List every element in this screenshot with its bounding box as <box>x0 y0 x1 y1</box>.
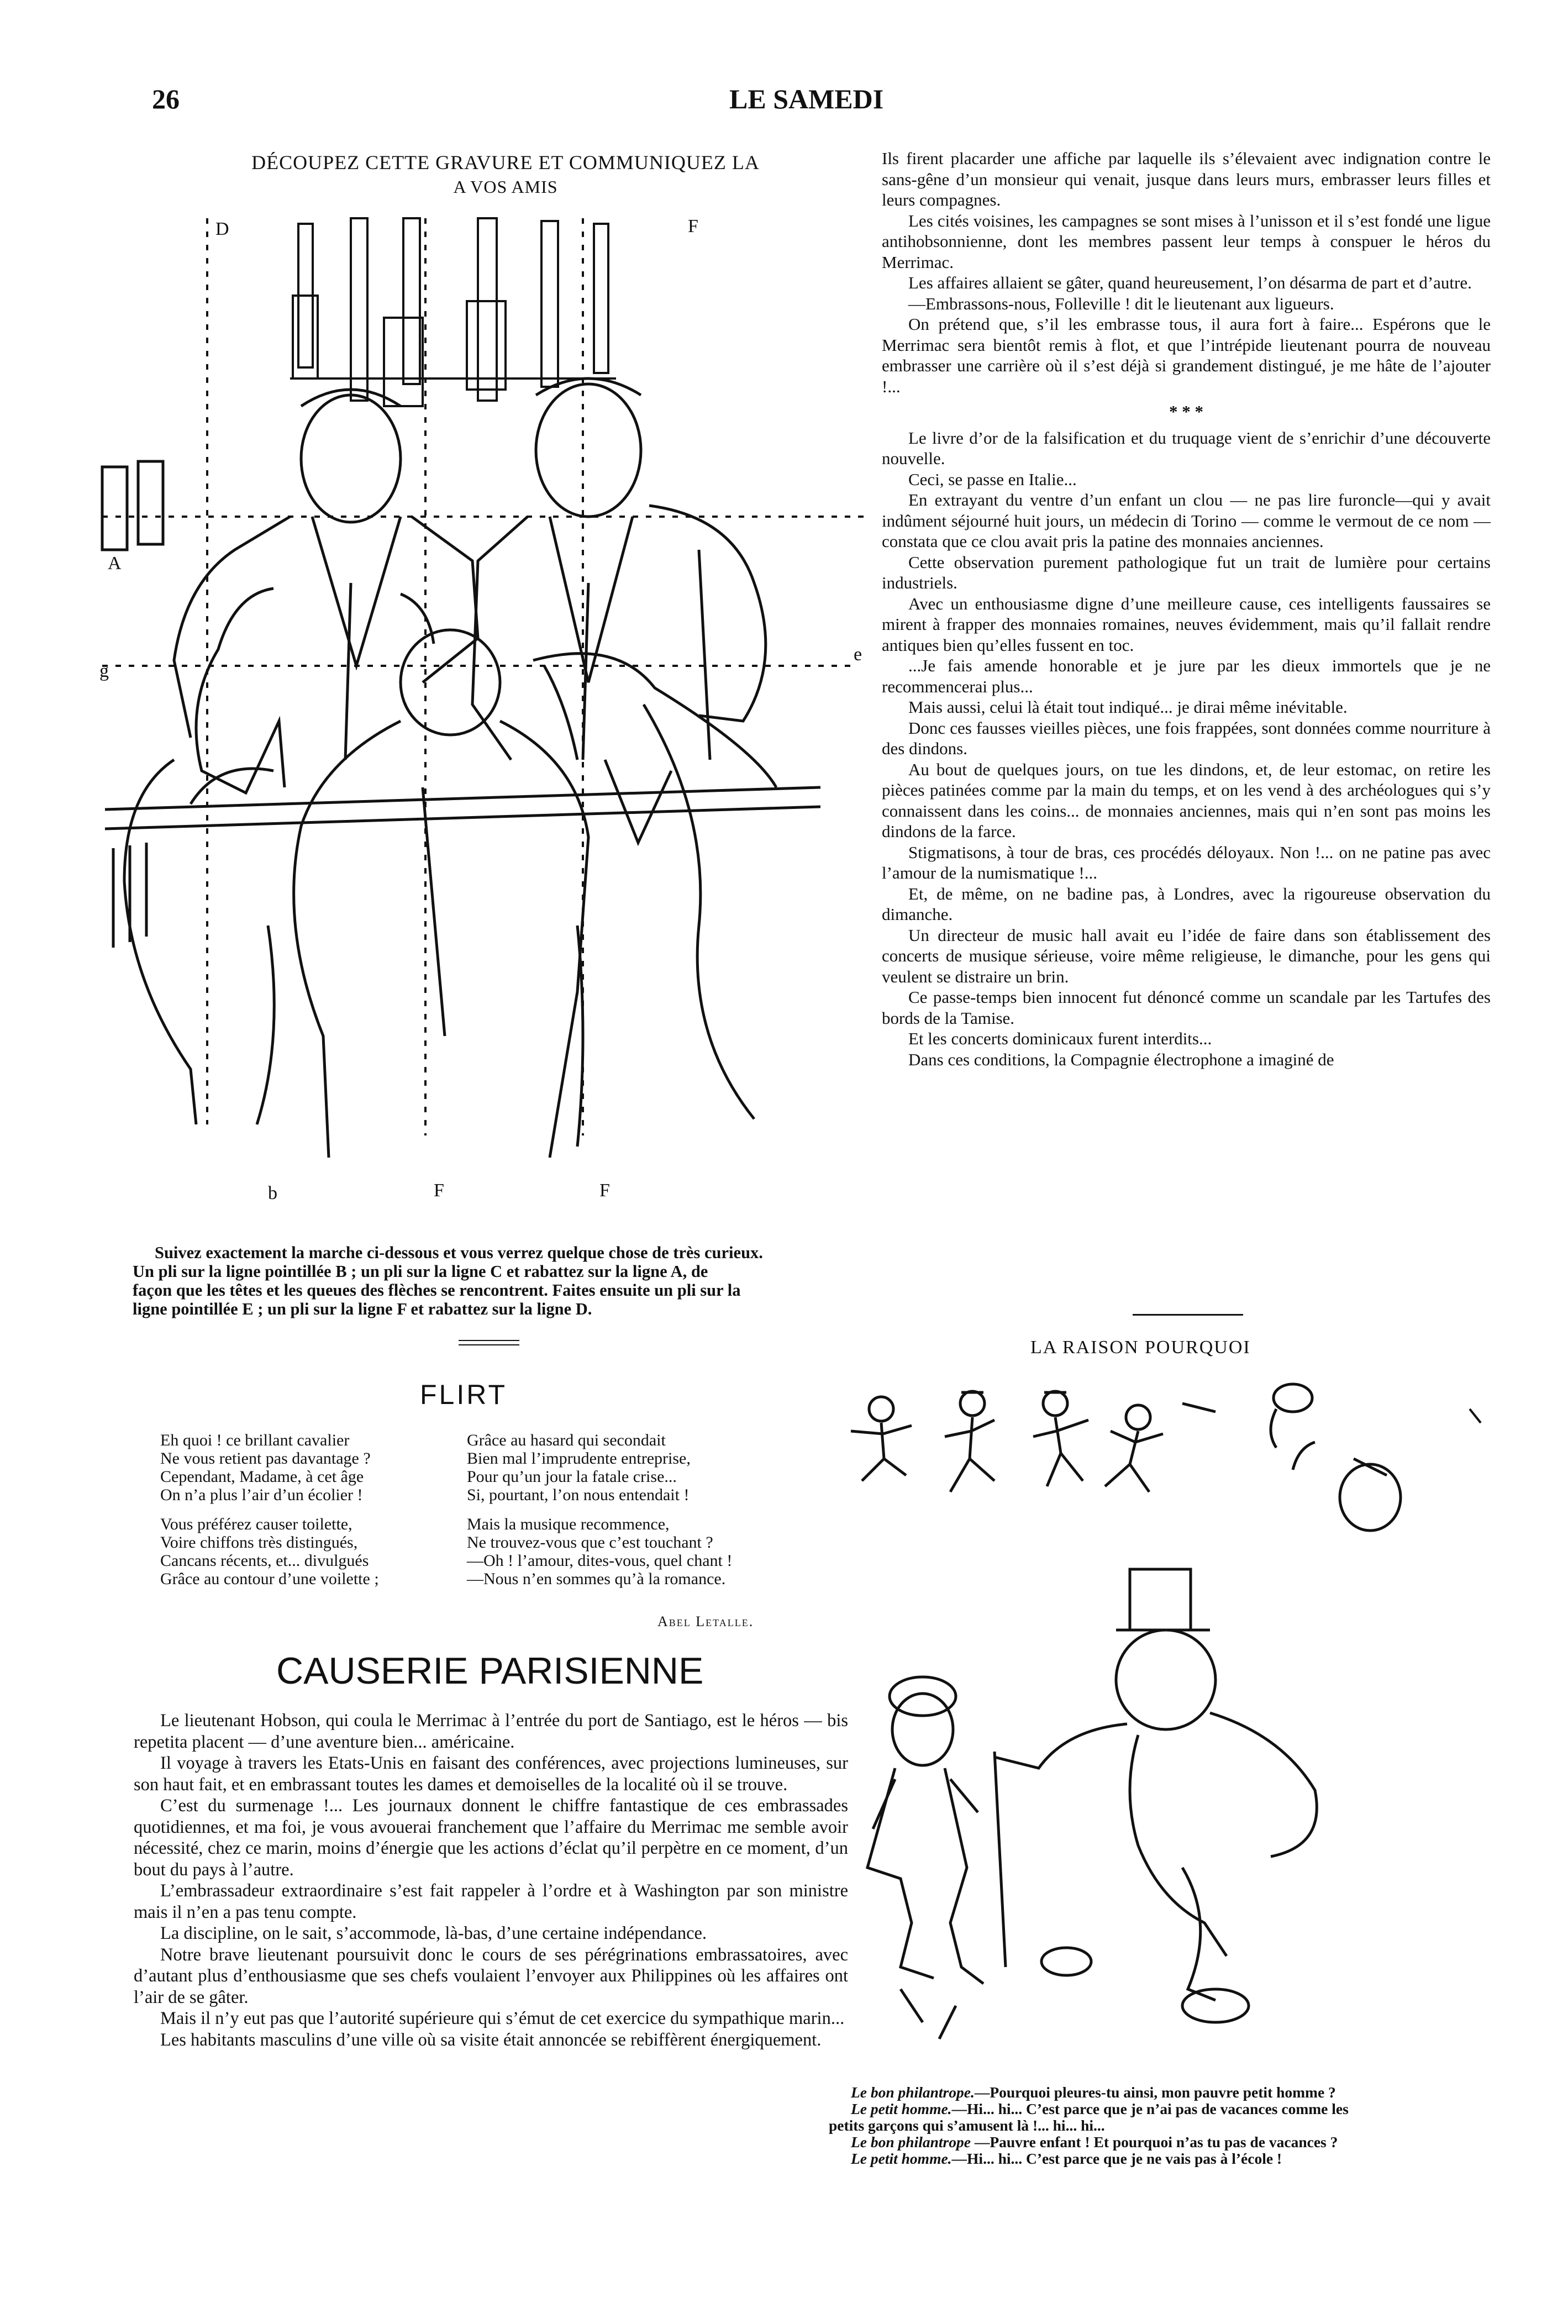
flirt-poem-col1 <box>160 1431 425 1588</box>
article-paragraph: —Embrassons-nous, Folleville ! dit le lieutenant aux ligueurs. <box>908 293 1334 313</box>
article-paragraph: ...Je fais amende honorable et je jure par les dieux immortels que je ne recommencerai plus... <box>882 656 1491 696</box>
page-number: 26 <box>152 83 180 114</box>
poem-line: Pour qu’un jour la fatale crise... <box>467 1468 677 1486</box>
dialogue-line: Le bon philantrope —Pauvre enfant ! Et pourquoi n’as tu pas de vacances ? <box>851 2133 1338 2151</box>
poem-line: Cancans récents, et... divulgués <box>160 1552 369 1570</box>
caption-line: Suivez exactement la marche ci-dessous et vous verrez quelque chose de très curieux. <box>155 1243 763 1262</box>
caption-line: façon que les têtes et les queues des flèches se rencontrent. Faites ensuite un pli sur la <box>133 1281 741 1300</box>
article-paragraph: Avec un enthousiasme digne d’une meilleure cause, ces intelligents faussaires se mirent à frapper des monnaies romaines, neuves évidemment, mais qu’il fallait rendre antiques bien qu’elles fussent en toc. <box>882 593 1491 655</box>
article-paragraph: Donc ces fausses vieilles pièces, une fois frappées, sont données comme nourriture à des dindons. <box>882 718 1491 758</box>
poem-line: Grâce au hasard qui secondait <box>467 1431 666 1449</box>
engraving-caption <box>133 1243 851 1318</box>
causerie-paragraph: Notre brave lieutenant poursuivit donc le cours de ses pérégrinations embrassatoires, avec d’autant plus d’enthousiasme que ses chefs voulaient l’envoyer aux Philippines où les affaires ont l’air de se gâter. <box>134 1944 848 2007</box>
article-paragraph: Mais aussi, celui là était tout indiqué... je dirai même inévitable. <box>908 697 1348 717</box>
speaker: Le bon philantrope <box>851 2133 971 2151</box>
dialogue-line: Le petit homme.—Hi... hi... C’est parce que je n’ai pas de vacances comme les <box>851 2100 1349 2117</box>
poem-line: Grâce au contour d’une voilette ; <box>160 1570 379 1588</box>
article-paragraph: Cette observation purement pathologique fut un trait de lumière pour certains industriels. <box>882 552 1491 592</box>
article-paragraph: En extrayant du ventre d’un enfant un clou — ne pas lire furoncle—qui y avait indûment séjourné huit jours, un médecin di Torino — comme le vermout de ce nom — constata que ce clou avait pris la patine des monnaies anciennes. <box>882 490 1491 551</box>
article-paragraph: Ils firent placarder une affiche par laquelle ils s’élevaient avec indignation contre le sans-gêne d’un monsieur qui venait, jusque dans leurs murs, embrasser leurs filles et leurs compagnes. <box>882 149 1491 209</box>
causerie-paragraph: Le lieutenant Hobson, qui coula le Merrimac à l’entrée du port de Santiago, est le héros — bis repetita placent — d’une aventure bien... américaine. <box>134 1711 848 1752</box>
poem-line: On n’a plus l’air d’un écolier ! <box>160 1486 363 1504</box>
poem-line: Eh quoi ! ce brillant cavalier <box>160 1431 350 1449</box>
dialogue-line: Le bon philantrope.—Pourquoi pleures-tu ainsi, mon pauvre petit homme ? <box>851 2084 1336 2101</box>
fold-label-b: b <box>268 1183 277 1203</box>
article-paragraph: Stigmatisons, à tour de bras, ces procédés déloyaux. Non !... on ne patine pas avec l’amour de la numismatique !... <box>882 842 1491 882</box>
right-column-text <box>882 148 1491 1070</box>
poem-line: Bien mal l’imprudente entreprise, <box>467 1449 691 1468</box>
causerie-paragraph: Il voyage à travers les Etats-Unis en faisant des conférences, avec projections lumineuses, sur son haut fait, et en embrassant toutes les dames et demoiselles de la localité où il se trouve. <box>134 1753 848 1795</box>
poem-line: Mais la musique recommence, <box>467 1515 670 1533</box>
priest-right <box>472 378 766 760</box>
flirt-poem-col2 <box>467 1431 787 1588</box>
causerie-title: CAUSERIE PARISIENNE <box>276 1650 704 1692</box>
cartoon-title: LA RAISON POURQUOI <box>1030 1337 1251 1358</box>
article-paragraph: Un directeur de music hall avait eu l’idée de faire dans son établissement des concerts de musique sérieuse, voire même religieuse, le dimanche, pour les gens qui veulent se distraire un brin. <box>882 925 1491 986</box>
journal-title: LE SAMEDI <box>729 83 884 114</box>
engraving-title-line2: A VOS AMIS <box>453 177 558 197</box>
poem-line: Cependant, Madame, à cet âge <box>160 1468 364 1486</box>
article-paragraph: Les cités voisines, les campagnes se sont mises à l’unisson et il s’est fondé une ligue antihobsonnienne, dont les membres passent leur temps à conspuer le héros du Merrimac. <box>882 211 1491 272</box>
philanthropist-figure <box>995 1569 1317 2022</box>
causerie-paragraph: Les habitants masculins d’une ville où sa visite était annoncée se rebiffèrent énergiquement. <box>160 2029 822 2050</box>
article-paragraph: Et les concerts dominicaux furent interdits... <box>908 1029 1212 1048</box>
fold-label-f: F <box>688 216 698 236</box>
dialogue-line: Le petit homme.—Hi... hi... C’est parce que je ne vais pas à l’école ! <box>851 2150 1282 2167</box>
fold-label-a: A <box>108 553 122 574</box>
section-rule <box>1133 1314 1243 1316</box>
poem-line: Ne trouvez-vous que c’est touchant ? <box>467 1533 713 1552</box>
article-paragraph: On prétend que, s’il les embrasse tous, il aura fort à faire... Espérons que le Merrimac sera bientôt remis à flot, et que l’intrépide lieutenant pourra de nouveau embrasser une carrière où il s’est déjà si grandement distingué, je me hâte de l’ajouter !... <box>882 314 1491 396</box>
cartoon-dialogue <box>829 2084 1525 2167</box>
engraving-illustration <box>91 207 865 1232</box>
flirt-author: Abel Letalle. <box>657 1613 754 1629</box>
altar-candles <box>290 218 616 406</box>
poem-line: —Oh ! l’amour, dites-vous, quel chant ! <box>467 1552 733 1570</box>
article-paragraph: Ce passe-temps bien innocent fut dénoncé comme un scandale par les Tartufes des bords de la Tamise. <box>882 987 1491 1028</box>
causerie-paragraph: C’est du surmenage !... Les journaux donnent le chiffre fantastique de ces embrassades quotidiennes, et ma foi, je vous avouerai franchement que l’affaire du Merrimac me semble avoir nécessité, chez ce marin, moins d’énergie que les actions d’éclat qu’il perpètre en ce moment, d’un bout du pays à l’autre. <box>134 1796 848 1880</box>
speaker: Le bon philantrope. <box>851 2084 975 2101</box>
causerie-paragraph: Mais il n’y eut pas que l’autorité supérieure qui s’émut de cet exercice du sympathique marin... <box>160 2008 845 2028</box>
groom-figure <box>294 630 588 1158</box>
fold-lines <box>102 218 865 1135</box>
engraving-title <box>166 150 845 199</box>
causerie-paragraph: L’embrassadeur extraordinaire s’est fait rappeler à l’ordre et à Washington par son ministre mais il n’en a pas tenu compte. <box>134 1881 848 1922</box>
causerie-paragraph: La discipline, on le sait, s’accommode, là-bas, d’une certaine indépendance. <box>160 1923 707 1943</box>
fold-label-f3: F <box>599 1180 610 1201</box>
figure-left-foreground <box>124 760 274 1124</box>
ornament-divider <box>459 1340 519 1345</box>
playing-boys <box>851 1384 1401 1531</box>
section-stars: * * * <box>1169 402 1203 421</box>
causerie-text <box>134 1710 848 2050</box>
article-paragraph: Le livre d’or de la falsification et du truquage vient de s’enrichir d’une découverte nouvelle. <box>882 428 1491 468</box>
caption-line: Un pli sur la ligne pointillée B ; un pli sur la ligne C et rabattez sur la ligne A, de <box>133 1262 708 1281</box>
poem-line: Voire chiffons très distingués, <box>160 1533 358 1552</box>
engraving-title-line1: DÉCOUPEZ CETTE GRAVURE ET COMMUNIQUEZ LA <box>251 151 760 173</box>
caption-line: ligne pointillée E ; un pli sur la ligne F et rabattez sur la ligne D. <box>133 1300 592 1318</box>
article-paragraph: Et, de même, on ne badine pas, à Londres, avec la rigoureuse observation du dimanche. <box>882 884 1491 924</box>
fold-label-f2: F <box>434 1180 444 1201</box>
cartoon-illustration <box>829 1370 1536 2078</box>
article-paragraph: Les affaires allaient se gâter, quand heureusement, l’on désarma de part et d’autre. <box>908 273 1472 292</box>
poem-line: Vous préférez causer toilette, <box>160 1515 352 1533</box>
fold-label-g: g <box>99 661 109 681</box>
bride-figure <box>533 654 776 1147</box>
article-paragraph: Dans ces conditions, la Compagnie électrophone a imaginé de <box>908 1049 1334 1069</box>
altar-rail <box>105 787 820 948</box>
poem-line: —Nous n’en sommes qu’à la romance. <box>467 1570 726 1588</box>
crying-boy <box>867 1677 983 2039</box>
speaker: Le petit homme. <box>851 2100 952 2117</box>
poem-line: Si, pourtant, l’on nous entendait ! <box>467 1486 690 1504</box>
fold-label-e: e <box>854 644 862 665</box>
flirt-title: FLIRT <box>420 1379 507 1410</box>
article-paragraph: Ceci, se passe en Italie... <box>908 469 1077 489</box>
fold-label-d: D <box>215 219 229 239</box>
dialogue-line: petits garçons qui s’amusent là !... hi... hi... <box>829 2117 1105 2134</box>
speaker: Le petit homme. <box>851 2150 952 2167</box>
poem-line: Ne vous retient pas davantage ? <box>160 1449 371 1468</box>
article-paragraph: Au bout de quelques jours, on tue les dindons, et, de leur estomac, on retire les pièces patinées comme par la main du temps, et on les vend à des archéologues qui s’y connaissent dans les coins... de monnaies anciennes, mais qui n’en sont pas moins les dindons de la farce. <box>882 759 1491 841</box>
